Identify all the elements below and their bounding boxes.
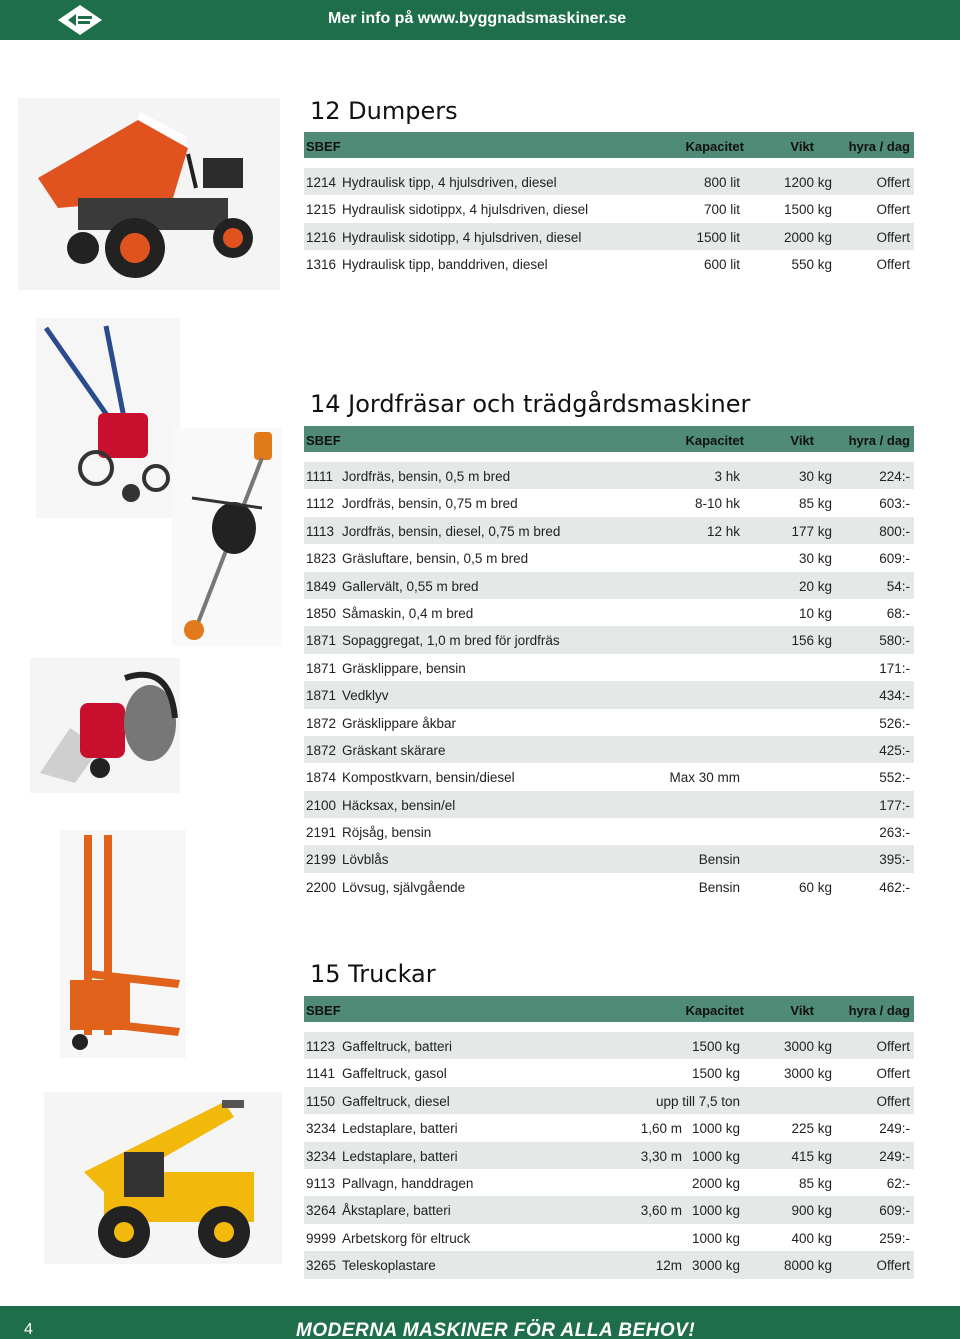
cell-vikt: 3000 kg xyxy=(783,1066,832,1082)
cell-hyra: 395:- xyxy=(879,852,910,868)
cell-height: 3,30 m xyxy=(640,1148,682,1164)
table-header xyxy=(304,132,914,158)
table-row xyxy=(304,763,914,790)
cell-sbef: 1871 xyxy=(306,660,337,676)
table-row xyxy=(304,791,914,818)
col-kapacitet: Kapacitet xyxy=(685,139,744,154)
cell-vikt: 1200 kg xyxy=(783,175,832,190)
cell-sbef: 1216 xyxy=(306,229,337,245)
cell-sbef: 9999 xyxy=(306,1230,337,1246)
col-hyra: hyra / dag xyxy=(848,433,910,448)
cell-description: Lövblås xyxy=(342,852,389,868)
cell-hyra: 249:- xyxy=(879,1121,910,1137)
cell-vikt: 177 kg xyxy=(791,523,832,539)
cell-description: Ledstaplare, batteri xyxy=(342,1148,458,1164)
cell-height: 3,60 m xyxy=(640,1203,682,1219)
cell-sbef: 3265 xyxy=(306,1258,337,1274)
cell-height: 12m xyxy=(655,1258,682,1274)
cell-kapacitet: 600 lit xyxy=(703,257,740,273)
footer-bar xyxy=(0,1306,960,1339)
cell-description: Sopaggregat, 1,0 m bred för jordfräs xyxy=(342,633,560,649)
cell-description: Hydraulisk tipp, 4 hjulsdriven, diesel xyxy=(342,175,557,190)
cell-kapacitet: 3000 kg xyxy=(691,1258,740,1274)
cell-description: Åkstaplare, batteri xyxy=(342,1203,451,1219)
cell-vikt: 20 kg xyxy=(798,578,832,594)
table-header xyxy=(304,426,914,452)
section-title-truckar: 15 Truckar xyxy=(310,960,436,988)
cell-sbef: 1850 xyxy=(306,605,337,621)
table-row xyxy=(304,250,914,277)
cell-description: Kompostkvarn, bensin/diesel xyxy=(342,770,515,786)
cell-height: 1,60 m xyxy=(640,1121,682,1137)
cell-vikt: 3000 kg xyxy=(783,1039,832,1054)
cell-hyra: Offert xyxy=(876,1258,910,1274)
cell-hyra: 552:- xyxy=(879,770,910,786)
table-row xyxy=(304,572,914,599)
table-row xyxy=(304,1087,914,1114)
cell-description: Jordfräs, bensin, diesel, 0,75 m bred xyxy=(342,523,561,539)
cell-hyra: 609:- xyxy=(879,1203,910,1219)
cell-sbef: 2199 xyxy=(306,852,337,868)
cell-sbef: 1113 xyxy=(306,523,335,539)
cell-description: Hydraulisk sidotippx, 4 hjulsdriven, diesel xyxy=(342,202,589,218)
cell-vikt: 2000 kg xyxy=(783,229,832,245)
cell-vikt: 1500 kg xyxy=(783,202,832,218)
cell-description: Jordfräs, bensin, 0,75 m bred xyxy=(342,496,518,512)
cell-hyra: Offert xyxy=(876,1093,910,1109)
col-vikt: Vikt xyxy=(790,139,814,154)
section-title-jordfrasar: 14 Jordfräsar och trädgårdsmaskiner xyxy=(310,390,751,418)
cell-description: Arbetskorg för eltruck xyxy=(342,1230,471,1246)
cell-sbef: 1316 xyxy=(306,257,337,273)
cell-kapacitet: 12 hk xyxy=(706,523,740,539)
cell-description: Gallervält, 0,55 m bred xyxy=(342,578,479,594)
cell-kapacitet: 3 hk xyxy=(714,469,740,484)
cell-hyra: 54:- xyxy=(886,578,910,594)
cell-sbef: 1150 xyxy=(306,1093,336,1109)
cell-sbef: 1214 xyxy=(306,175,337,190)
footer-slogan: MODERNA MASKINER FÖR ALLA BEHOV! xyxy=(296,1320,696,1339)
table-row xyxy=(304,168,914,195)
cell-description: Gräskant skärare xyxy=(342,742,446,758)
cell-kapacitet: 800 lit xyxy=(703,175,740,190)
cell-kapacitet: 2000 kg xyxy=(691,1175,740,1191)
cell-hyra: 224:- xyxy=(879,469,910,484)
leaf-vacuum-image xyxy=(30,658,180,793)
table-row xyxy=(304,1196,914,1223)
header-bar xyxy=(0,0,960,40)
table-row xyxy=(304,1032,914,1059)
cell-sbef: 1215 xyxy=(306,202,337,218)
cell-sbef: 1872 xyxy=(306,742,337,758)
table-row xyxy=(304,195,914,222)
cell-vikt: 85 kg xyxy=(798,496,832,512)
cell-kapacitet: 1000 kg xyxy=(691,1230,740,1246)
section-title-dumpers: 12 Dumpers xyxy=(310,97,458,125)
cell-hyra: 171:- xyxy=(879,660,910,676)
table-row xyxy=(304,517,914,544)
cell-vikt: 415 kg xyxy=(791,1148,832,1164)
cell-description: Gaffeltruck, diesel xyxy=(342,1093,450,1109)
cell-hyra: 425:- xyxy=(879,742,910,758)
cell-sbef: 1111 xyxy=(306,469,334,484)
cell-description: Vedklyv xyxy=(342,688,389,704)
table-row xyxy=(304,223,914,250)
cell-hyra: 249:- xyxy=(879,1148,910,1164)
cell-sbef: 1872 xyxy=(306,715,337,731)
cell-hyra: 263:- xyxy=(879,825,910,841)
dumper-image xyxy=(18,98,280,290)
table-row xyxy=(304,544,914,571)
col-vikt: Vikt xyxy=(790,1003,814,1018)
table-row xyxy=(304,462,914,489)
cell-kapacitet: 1500 kg xyxy=(691,1066,740,1082)
trimmer-image xyxy=(172,428,282,646)
tiller-image xyxy=(36,318,180,518)
cell-hyra: 259:- xyxy=(879,1230,910,1246)
cell-vikt: 10 kg xyxy=(798,605,832,621)
cell-description: Såmaskin, 0,4 m bred xyxy=(342,605,474,621)
cell-sbef: 1823 xyxy=(306,551,337,567)
cell-hyra: Offert xyxy=(876,257,910,273)
table-body xyxy=(304,1032,914,1279)
table-row xyxy=(304,681,914,708)
cell-hyra: Offert xyxy=(876,202,910,218)
cell-vikt: 30 kg xyxy=(798,551,832,567)
cell-description: Hydraulisk sidotipp, 4 hjulsdriven, diesel xyxy=(342,229,582,245)
cell-sbef: 1849 xyxy=(306,578,337,594)
table-body xyxy=(304,462,914,900)
cell-sbef: 3234 xyxy=(306,1121,337,1137)
table-body xyxy=(304,168,914,278)
cell-hyra: Offert xyxy=(876,1039,910,1054)
cell-hyra: 603:- xyxy=(879,496,910,512)
cell-kapacitet: upp till 7,5 ton xyxy=(655,1093,740,1109)
col-sbef: SBEF xyxy=(306,433,341,448)
cell-description: Hydraulisk tipp, banddriven, diesel xyxy=(342,257,548,273)
cell-sbef: 1871 xyxy=(306,633,337,649)
cell-kapacitet: 1500 kg xyxy=(691,1039,740,1054)
cell-description: Gräsluftare, bensin, 0,5 m bred xyxy=(342,551,529,567)
col-sbef: SBEF xyxy=(306,1003,341,1018)
col-sbef: SBEF xyxy=(306,139,341,154)
cell-vikt: 225 kg xyxy=(791,1121,832,1137)
cell-vikt: 550 kg xyxy=(791,257,832,273)
cell-hyra: Offert xyxy=(876,175,910,190)
table-row xyxy=(304,1114,914,1141)
cell-vikt: 400 kg xyxy=(791,1230,832,1246)
cell-kapacitet: Bensin xyxy=(698,852,740,868)
cell-description: Lövsug, självgående xyxy=(342,879,466,895)
cell-hyra: 177:- xyxy=(879,797,910,813)
table-row xyxy=(304,489,914,516)
cell-sbef: 1123 xyxy=(306,1039,336,1054)
cell-kapacitet: 8-10 hk xyxy=(694,496,740,512)
table-row xyxy=(304,654,914,681)
page-number: 4 xyxy=(24,1321,33,1338)
cell-description: Teleskoplastare xyxy=(342,1258,436,1274)
telehandler-image xyxy=(44,1092,282,1264)
cell-description: Gräsklippare, bensin xyxy=(342,660,466,676)
cell-description: Röjsåg, bensin xyxy=(342,825,432,841)
cell-description: Ledstaplare, batteri xyxy=(342,1121,458,1137)
table-row xyxy=(304,599,914,626)
cell-sbef: 2191 xyxy=(306,825,337,841)
cell-sbef: 9113 xyxy=(306,1175,336,1191)
cell-kapacitet: Bensin xyxy=(698,879,740,895)
cell-kapacitet: 1000 kg xyxy=(691,1148,740,1164)
cell-hyra: 68:- xyxy=(886,605,910,621)
table-header xyxy=(304,996,914,1022)
cell-sbef: 3234 xyxy=(306,1148,337,1164)
cell-vikt: 900 kg xyxy=(791,1203,832,1219)
website-link[interactable]: Mer info på www.byggnadsmaskiner.se xyxy=(328,10,627,27)
cell-sbef: 1141 xyxy=(306,1066,336,1082)
cell-hyra: 62:- xyxy=(886,1175,910,1191)
cell-description: Häcksax, bensin/el xyxy=(342,797,456,813)
table-jordfrasar xyxy=(304,426,914,900)
col-hyra: hyra / dag xyxy=(848,1003,910,1018)
cell-sbef: 2100 xyxy=(306,797,337,813)
cell-description: Jordfräs, bensin, 0,5 m bred xyxy=(342,469,511,484)
cell-sbef: 1874 xyxy=(306,770,337,786)
cell-description: Gaffeltruck, batteri xyxy=(342,1039,453,1054)
cell-hyra: 800:- xyxy=(879,523,910,539)
cell-hyra: Offert xyxy=(876,1066,910,1082)
cell-description: Pallvagn, handdragen xyxy=(342,1175,474,1191)
cell-vikt: 60 kg xyxy=(798,879,832,895)
cell-vikt: 8000 kg xyxy=(783,1258,832,1274)
cell-vikt: 85 kg xyxy=(798,1175,832,1191)
col-hyra: hyra / dag xyxy=(848,139,910,154)
cell-hyra: 580:- xyxy=(879,633,910,649)
table-row xyxy=(304,709,914,736)
cell-sbef: 3264 xyxy=(306,1203,337,1219)
table-truckar xyxy=(304,996,914,1279)
cell-vikt: 156 kg xyxy=(791,633,832,649)
col-kapacitet: Kapacitet xyxy=(685,433,744,448)
cell-kapacitet: 700 lit xyxy=(703,202,740,218)
table-row xyxy=(304,736,914,763)
cell-sbef: 1112 xyxy=(306,496,335,512)
table-row xyxy=(304,1224,914,1251)
col-vikt: Vikt xyxy=(790,433,814,448)
cell-kapacitet: 1000 kg xyxy=(691,1203,740,1219)
table-row xyxy=(304,818,914,845)
cell-kapacitet: Max 30 mm xyxy=(669,770,740,786)
cell-hyra: 609:- xyxy=(879,551,910,567)
cell-kapacitet: 1000 kg xyxy=(691,1121,740,1137)
cell-hyra: 462:- xyxy=(879,879,910,895)
table-dumpers xyxy=(304,132,914,278)
cell-sbef: 2200 xyxy=(306,879,337,895)
table-row xyxy=(304,1142,914,1169)
table-row xyxy=(304,845,914,872)
table-row xyxy=(304,873,914,900)
table-row xyxy=(304,1169,914,1196)
cell-description: Gräsklippare åkbar xyxy=(342,715,457,731)
cell-sbef: 1871 xyxy=(306,688,337,704)
company-logo-icon xyxy=(56,3,104,37)
cell-hyra: Offert xyxy=(876,229,910,245)
cell-vikt: 30 kg xyxy=(798,469,832,484)
col-kapacitet: Kapacitet xyxy=(685,1003,744,1018)
cell-kapacitet: 1500 lit xyxy=(696,229,740,245)
cell-hyra: 526:- xyxy=(879,715,910,731)
table-row xyxy=(304,626,914,653)
table-row xyxy=(304,1251,914,1278)
stacker-image xyxy=(60,830,186,1058)
cell-description: Gaffeltruck, gasol xyxy=(342,1066,447,1082)
table-row xyxy=(304,1059,914,1086)
cell-hyra: 434:- xyxy=(879,688,910,704)
